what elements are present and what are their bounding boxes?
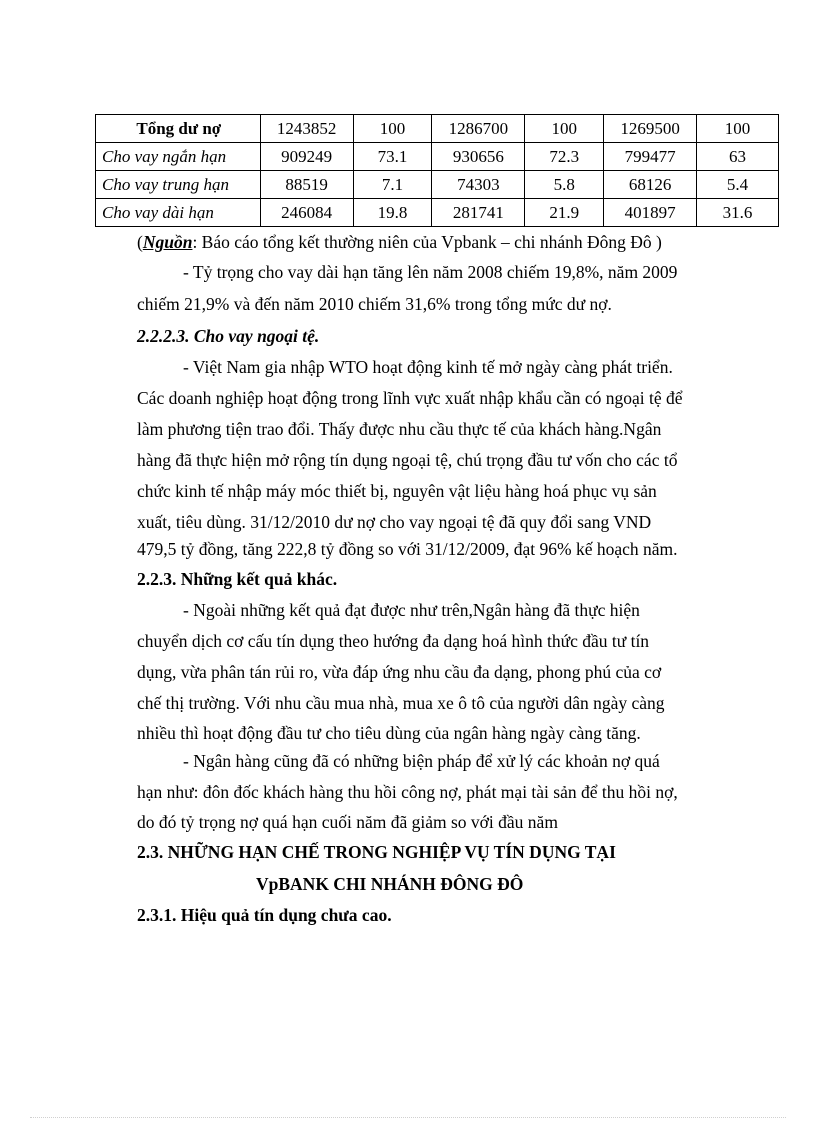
paragraph-line: - Việt Nam gia nhập WTO hoạt động kinh tế mở ngày càng phát triển. [183, 357, 673, 377]
table-cell: 281741 [432, 199, 525, 227]
paragraph-line: chiếm 21,9% và đến năm 2010 chiếm 31,6% trong tổng mức dư nợ. [137, 294, 612, 314]
table-cell: 21.9 [525, 199, 604, 227]
chapter-heading: 2.3. NHỮNG HẠN CHẾ TRONG NGHIỆP VỤ TÍN DỤNG TẠI [137, 842, 616, 862]
table-cell: 31.6 [697, 199, 779, 227]
page-bottom-rule [30, 1117, 786, 1118]
paragraph-line: chuyển dịch cơ cấu tín dụng theo hướng đa dạng hoá hình thức đầu tư tín [137, 631, 650, 651]
paragraph-line: làm phương tiện trao đổi. Thấy được nhu cầu thực tế của khách hàng.Ngân [137, 419, 662, 439]
row-label: Cho vay dài hạn [96, 199, 261, 227]
paragraph-line: xuất, tiêu dùng. 31/12/2010 dư nợ cho vay ngoại tệ đã quy đổi sang VND [137, 512, 652, 532]
table-cell: 401897 [604, 199, 697, 227]
table-cell: 63 [697, 143, 779, 171]
table-cell: 100 [697, 115, 779, 143]
table-cell: 72.3 [525, 143, 604, 171]
paragraph-line: - Ngân hàng cũng đã có những biện pháp để xử lý các khoản nợ quá [183, 751, 660, 771]
section-heading: 2.3.1. Hiệu quả tín dụng chưa cao. [137, 905, 392, 925]
table-cell: 5.8 [525, 171, 604, 199]
table-cell: 7.1 [353, 171, 432, 199]
row-label: Tổng dư nợ [96, 115, 261, 143]
table-cell: 1269500 [604, 115, 697, 143]
table-cell: 68126 [604, 171, 697, 199]
table-row [96, 199, 779, 227]
paragraph-line: chức kinh tế nhập máy móc thiết bị, nguyên vật liệu hàng hoá phục vụ sản [137, 481, 657, 501]
table-cell: 1243852 [260, 115, 353, 143]
paragraph-line: dụng, vừa phân tán rủi ro, vừa đáp ứng nhu cầu đa dạng, phong phú của cơ [137, 662, 662, 682]
table-cell: 88519 [260, 171, 353, 199]
paragraph-line: hạn như: đôn đốc khách hàng thu hồi công nợ, phát mại tài sản để thu hồi nợ, [137, 782, 678, 802]
table-row [96, 171, 779, 199]
paragraph-line: - Ngoài những kết quả đạt được như trên,Ngân hàng đã thực hiện [183, 600, 640, 620]
table-cell: 246084 [260, 199, 353, 227]
table-cell: 1286700 [432, 115, 525, 143]
chapter-heading-line-2: VpBANK CHI NHÁNH ĐÔNG ĐÔ [256, 874, 524, 894]
table-cell: 73.1 [353, 143, 432, 171]
paragraph-line: 479,5 tỷ đồng, tăng 222,8 tỷ đồng so với 31/12/2009, đạt 96% kế hoạch năm. [137, 539, 678, 559]
table-cell: 909249 [260, 143, 353, 171]
paragraph-line: - Tỷ trọng cho vay dài hạn tăng lên năm 2008 chiếm 19,8%, năm 2009 [183, 262, 678, 282]
table-cell: 100 [525, 115, 604, 143]
paragraph-line: hàng đã thực hiện mở rộng tín dụng ngoại tệ, chú trọng đầu tư vốn cho các tổ [137, 450, 678, 470]
section-heading: 2.2.3. Những kết quả khác. [137, 569, 338, 589]
row-label: Cho vay ngắn hạn [96, 143, 261, 171]
loan-structure-table [95, 114, 779, 227]
paragraph-line: nhiều thì hoạt động đầu tư cho tiêu dùng của ngân hàng ngày càng tăng. [137, 723, 641, 743]
section-heading: 2.2.2.3. Cho vay ngoại tệ. [137, 326, 320, 346]
paragraph-line: do đó tỷ trọng nợ quá hạn cuối năm đã giảm so với đầu năm [137, 812, 558, 832]
table-cell: 930656 [432, 143, 525, 171]
table-cell: 5.4 [697, 171, 779, 199]
paragraph-line: chế thị trường. Với nhu cầu mua nhà, mua xe ô tô của người dân ngày càng [137, 693, 665, 713]
source-text: : Báo cáo tổng kết thường niên của Vpbank – chi nhánh Đông Đô ) [192, 232, 662, 252]
table-cell: 74303 [432, 171, 525, 199]
table-cell: 19.8 [353, 199, 432, 227]
table-cell: 799477 [604, 143, 697, 171]
table-cell: 100 [353, 115, 432, 143]
table-source-note [137, 229, 662, 255]
row-label: Cho vay trung hạn [96, 171, 261, 199]
source-open-paren: ( [137, 232, 143, 252]
source-label: Nguồn [142, 232, 193, 252]
table-row [96, 143, 779, 171]
table-row [96, 115, 779, 143]
paragraph-line: Các doanh nghiệp hoạt động trong lĩnh vực xuất nhập khẩu cần có ngoại tệ để [137, 388, 683, 408]
